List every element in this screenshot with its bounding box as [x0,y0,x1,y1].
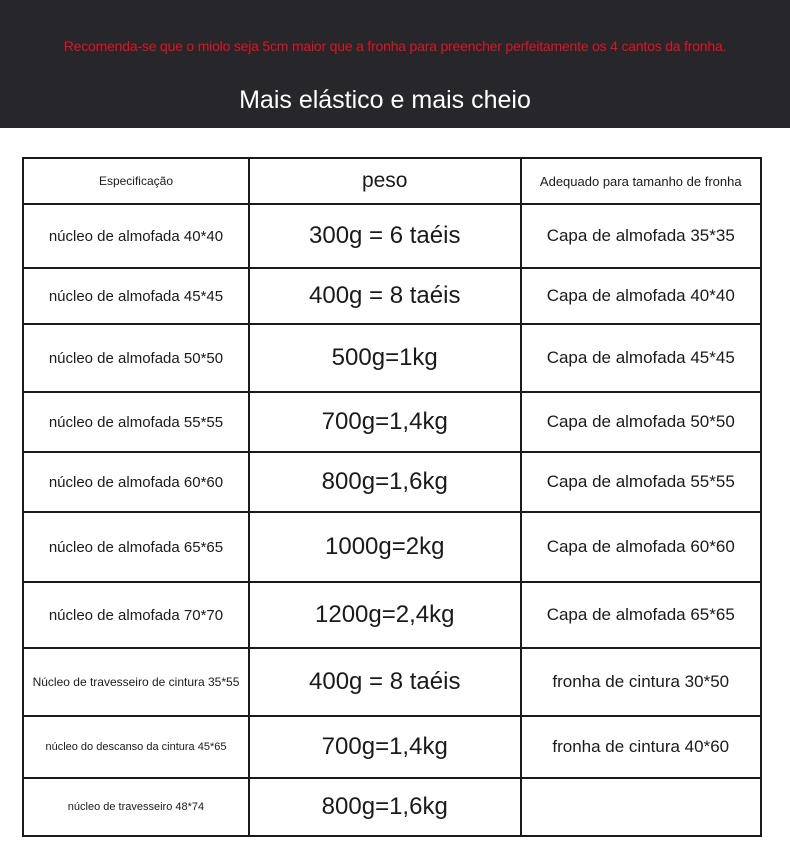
table-row [23,204,761,268]
header-peso: peso [249,158,521,204]
fit-cell: Capa de almofada 40*40 [521,268,761,324]
header-fit: Adequado para tamanho de fronha [521,158,761,204]
fit-cell: Capa de almofada 55*55 [521,452,761,512]
spec-cell: núcleo de almofada 70*70 [23,582,249,648]
peso-cell: 500g=1kg [249,324,521,392]
peso-cell: 400g = 8 taéis [249,268,521,324]
page-title: Mais elástico e mais cheio [239,86,531,114]
header-banner [0,0,790,128]
fit-cell [521,778,761,836]
peso-cell: 700g=1,4kg [249,716,521,778]
spec-cell: núcleo de almofada 40*40 [23,204,249,268]
table-row [23,392,761,452]
spec-cell: Núcleo de travesseiro de cintura 35*55 [23,648,249,716]
fit-cell: fronha de cintura 40*60 [521,716,761,778]
table-row [23,648,761,716]
peso-cell: 1000g=2kg [249,512,521,582]
fit-cell: Capa de almofada 60*60 [521,512,761,582]
table-row [23,268,761,324]
peso-cell: 700g=1,4kg [249,392,521,452]
spec-cell: núcleo de almofada 60*60 [23,452,249,512]
table-row [23,716,761,778]
table-header-row [23,158,761,204]
peso-cell: 300g = 6 taéis [249,204,521,268]
spec-cell: núcleo de travesseiro 48*74 [23,778,249,836]
spec-cell: núcleo de almofada 50*50 [23,324,249,392]
peso-cell: 800g=1,6kg [249,452,521,512]
spec-cell: núcleo de almofada 45*45 [23,268,249,324]
table-row [23,512,761,582]
size-spec-table [22,157,762,837]
peso-cell: 1200g=2,4kg [249,582,521,648]
table-row [23,452,761,512]
fit-cell: Capa de almofada 65*65 [521,582,761,648]
fit-cell: Capa de almofada 50*50 [521,392,761,452]
header-spec: Especificação [23,158,249,204]
table-row [23,324,761,392]
spec-cell: núcleo de almofada 65*65 [23,512,249,582]
spec-cell: núcleo do descanso da cintura 45*65 [23,716,249,778]
spec-cell: núcleo de almofada 55*55 [23,392,249,452]
recommendation-note: Recomenda-se que o miolo seja 5cm maior que a fronha para preencher perfeitamente os 4 cantos da fronha. [63,38,727,54]
peso-cell: 800g=1,6kg [249,778,521,836]
table-row [23,582,761,648]
fit-cell: Capa de almofada 45*45 [521,324,761,392]
fit-cell: fronha de cintura 30*50 [521,648,761,716]
peso-cell: 400g = 8 taéis [249,648,521,716]
table-row [23,778,761,836]
fit-cell: Capa de almofada 35*35 [521,204,761,268]
